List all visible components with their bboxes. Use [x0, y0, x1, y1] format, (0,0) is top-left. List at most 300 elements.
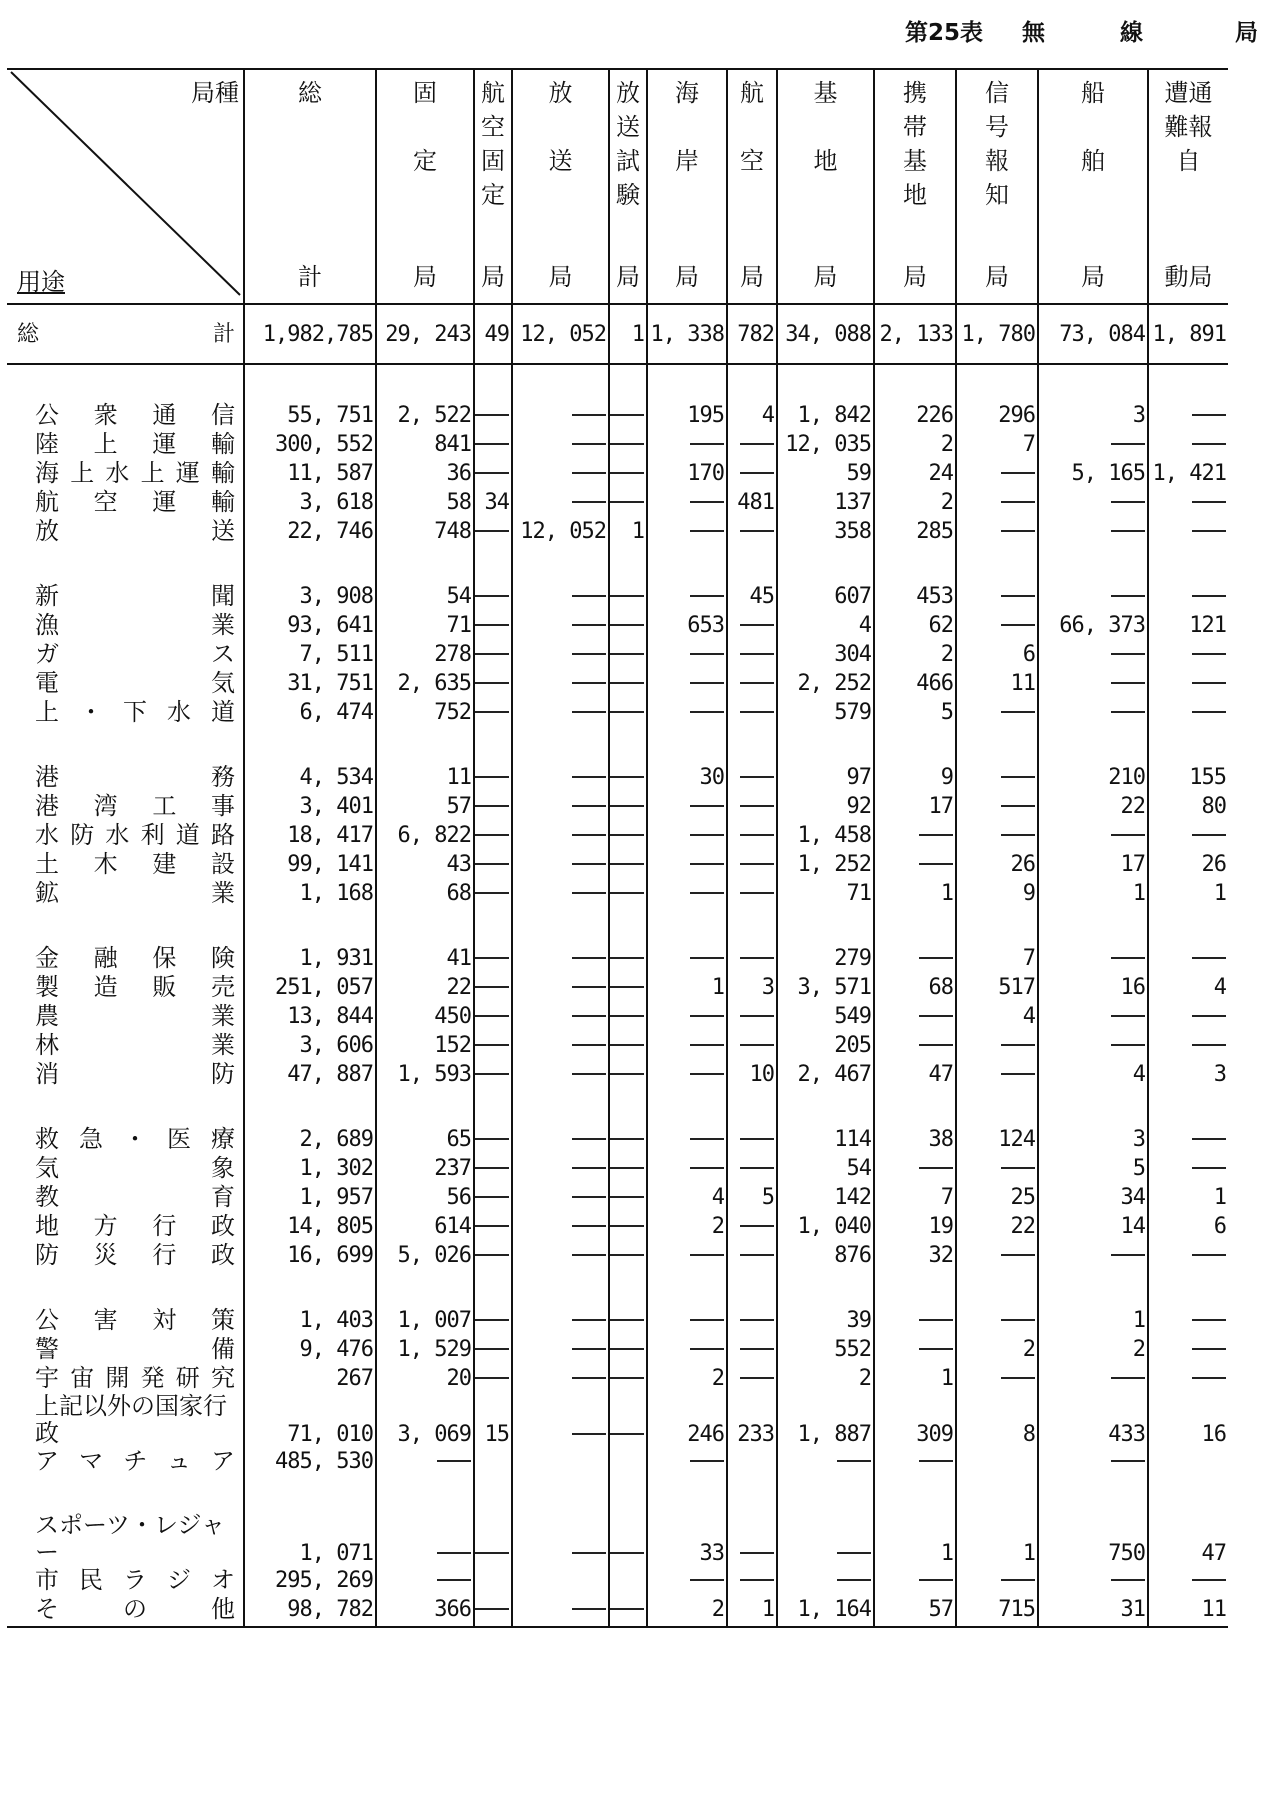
dash-mark: [740, 863, 774, 865]
dash-mark: [1192, 1348, 1226, 1350]
header-row: [7, 69, 1228, 304]
spacer-cell: [244, 1089, 376, 1125]
dash-mark: [690, 1044, 724, 1046]
table-cell: [512, 1125, 609, 1154]
table-cell: 1: [956, 1512, 1038, 1566]
table-cell: [727, 459, 777, 488]
group-spacer: [7, 1476, 1228, 1512]
table-row: [7, 1447, 1228, 1476]
table-cell: [1148, 669, 1228, 698]
dash-mark: [475, 443, 509, 445]
table-cell: 3, 069: [376, 1393, 474, 1447]
table-cell: [474, 698, 512, 727]
table-cell: [609, 640, 647, 669]
table-cell: [956, 821, 1038, 850]
table-cell: 1, 458: [777, 821, 874, 850]
spacer-cell: [956, 1089, 1038, 1125]
table-cell: 66, 373: [1038, 611, 1148, 640]
table-cell: [512, 1595, 609, 1627]
dash-mark: [475, 957, 509, 959]
table-cell: [956, 1031, 1038, 1060]
spacer-cell: [727, 727, 777, 763]
dash-mark: [1001, 624, 1035, 626]
table-cell: [727, 698, 777, 727]
table-cell: [474, 1125, 512, 1154]
group-spacer: [7, 727, 1228, 763]
table-cell: 2, 522: [376, 401, 474, 430]
table-cell: [474, 517, 512, 546]
dash-mark: [740, 1552, 774, 1554]
dash-mark: [475, 863, 509, 865]
table-cell: [956, 1566, 1038, 1595]
spacer-cell: [727, 364, 777, 401]
dash-mark: [1192, 1579, 1226, 1581]
dash-mark: [610, 863, 644, 865]
spacer-cell: [609, 727, 647, 763]
row-label: 気象: [35, 1154, 235, 1182]
table-cell: [474, 640, 512, 669]
dash-mark: [690, 957, 724, 959]
column-header-char: 局: [740, 263, 764, 291]
group-spacer: [7, 1270, 1228, 1306]
table-cell: [1148, 488, 1228, 517]
dash-mark: [1192, 1015, 1226, 1017]
table-cell: 4: [727, 401, 777, 430]
table-cell: [474, 1512, 512, 1566]
column-header-char: 地: [813, 147, 838, 175]
column-header-char: 局: [1081, 263, 1105, 291]
table-cell: 607: [777, 582, 874, 611]
table-cell: 1, 931: [244, 944, 376, 973]
dash-mark: [1192, 1319, 1226, 1321]
table-cell: [727, 1002, 777, 1031]
table-cell: [474, 1183, 512, 1212]
table-cell: 1: [647, 973, 727, 1002]
table-cell: [474, 792, 512, 821]
spacer-cell: [474, 1270, 512, 1306]
dash-mark: [475, 653, 509, 655]
table-row: [7, 1364, 1228, 1393]
table-cell: 3, 401: [244, 792, 376, 821]
spacer-cell: [376, 1089, 474, 1125]
dash-mark: [690, 1073, 724, 1075]
column-header-char: 知: [985, 181, 1009, 209]
dash-mark: [740, 892, 774, 894]
dash-mark: [610, 1433, 644, 1435]
column-header-char: 局: [481, 263, 505, 291]
table-cell: [1038, 640, 1148, 669]
table-row: [7, 1241, 1228, 1270]
column-header-char: 放: [616, 79, 640, 107]
column-header-char: 放: [548, 79, 573, 107]
table-cell: [609, 1512, 647, 1566]
dash-mark: [610, 1608, 644, 1610]
spacer-cell: [512, 1089, 609, 1125]
table-cell: 3: [1148, 1060, 1228, 1089]
table-cell: 24: [874, 459, 956, 488]
column-header-char: 局: [616, 263, 640, 291]
table-cell: [1148, 1154, 1228, 1183]
table-cell: [474, 1060, 512, 1089]
table-cell: [474, 879, 512, 908]
table-cell: 142: [777, 1183, 874, 1212]
column-header-char: 報: [985, 147, 1009, 175]
row-label: 公衆通信: [35, 401, 235, 429]
dash-mark: [572, 443, 606, 445]
dash-mark: [1111, 682, 1145, 684]
table-cell: 1: [727, 1595, 777, 1627]
table-cell: [956, 459, 1038, 488]
dash-mark: [1111, 595, 1145, 597]
table-cell: [474, 821, 512, 850]
table-cell: 18, 417: [244, 821, 376, 850]
spacer-cell: [244, 1476, 376, 1512]
table-cell: [1148, 1566, 1228, 1595]
dash-mark: [610, 1196, 644, 1198]
spacer-cell: [244, 727, 376, 763]
table-cell: [474, 1031, 512, 1060]
table-cell: [956, 763, 1038, 792]
table-cell: [874, 1031, 956, 1060]
table-cell: [512, 611, 609, 640]
table-cell: 4: [1038, 1060, 1148, 1089]
table-cell: [609, 1241, 647, 1270]
table-cell: 6, 474: [244, 698, 376, 727]
spacer-cell: [609, 1270, 647, 1306]
spacer-cell: [7, 364, 244, 401]
table-cell: [647, 850, 727, 879]
dash-mark: [572, 472, 606, 474]
column-header-char: 帯: [903, 113, 927, 141]
column-header-char: 携: [903, 79, 927, 107]
table-cell: [874, 1154, 956, 1183]
row-label: 鉱業: [35, 879, 235, 907]
dash-mark: [1111, 957, 1145, 959]
dash-mark: [690, 1254, 724, 1256]
table-cell: 54: [376, 582, 474, 611]
table-cell: [474, 459, 512, 488]
spacer-cell: [956, 727, 1038, 763]
table-cell: [727, 944, 777, 973]
spacer-cell: [474, 546, 512, 582]
table-cell: [512, 640, 609, 669]
table-cell: 1: [874, 1512, 956, 1566]
spacer-cell: [609, 1476, 647, 1512]
spacer-cell: [727, 908, 777, 944]
dash-mark: [475, 1348, 509, 1350]
table-cell: 62: [874, 611, 956, 640]
spacer-cell: [512, 364, 609, 401]
dash-mark: [1001, 501, 1035, 503]
spacer-cell: [777, 1476, 874, 1512]
column-header-char: 基: [813, 79, 838, 107]
table-cell: [727, 611, 777, 640]
table-cell: [956, 1060, 1038, 1089]
table-cell: 1: [609, 304, 647, 364]
column-header-char: 定: [481, 181, 505, 209]
table-cell: [1038, 669, 1148, 698]
row-label: スポーツ・レジャー: [35, 1511, 225, 1566]
table-cell: 32: [874, 1241, 956, 1270]
table-row: [7, 763, 1228, 792]
table-row: [7, 792, 1228, 821]
spacer-cell: [1038, 364, 1148, 401]
table-cell: [727, 763, 777, 792]
dash-mark: [610, 595, 644, 597]
table-cell: [512, 1335, 609, 1364]
table-cell: [1038, 1447, 1148, 1476]
table-cell: [609, 821, 647, 850]
table-cell: [1148, 1002, 1228, 1031]
dash-mark: [919, 1348, 953, 1350]
spacer-cell: [777, 546, 874, 582]
spacer-cell: [1148, 1270, 1228, 1306]
table-cell: 296: [956, 401, 1038, 430]
dash-mark: [837, 1552, 871, 1554]
group-spacer: [7, 1089, 1228, 1125]
spacer-cell: [474, 727, 512, 763]
table-cell: 22: [1038, 792, 1148, 821]
table-row: [7, 669, 1228, 698]
dash-mark: [572, 653, 606, 655]
dash-mark: [690, 1138, 724, 1140]
dash-mark: [690, 834, 724, 836]
table-cell: [647, 1060, 727, 1089]
column-header-char: 送: [616, 113, 640, 141]
table-cell: 1: [874, 1364, 956, 1393]
table-row: [7, 459, 1228, 488]
table-cell: [474, 1241, 512, 1270]
dash-mark: [1192, 1377, 1226, 1379]
spacer-cell: [647, 908, 727, 944]
dash-mark: [475, 1608, 509, 1610]
dash-mark: [610, 1254, 644, 1256]
column-header-char: 遭通: [1164, 79, 1213, 107]
dash-mark: [690, 1319, 724, 1321]
group-spacer: [7, 546, 1228, 582]
spacer-cell: [1148, 727, 1228, 763]
table-cell: 358: [777, 517, 874, 546]
table-cell: 12, 052: [512, 517, 609, 546]
table-cell: 485, 530: [244, 1447, 376, 1476]
column-header: [777, 69, 874, 304]
table-cell: 1, 403: [244, 1306, 376, 1335]
dash-mark: [572, 711, 606, 713]
table-cell: [956, 1306, 1038, 1335]
spacer-cell: [647, 1270, 727, 1306]
row-label: 上・下水道: [35, 698, 235, 726]
table-row: [7, 1306, 1228, 1335]
table-cell: 31, 751: [244, 669, 376, 698]
column-header-char: 試: [616, 147, 640, 175]
dash-mark: [1192, 414, 1226, 416]
table-cell: 93, 641: [244, 611, 376, 640]
table-cell: 1, 842: [777, 401, 874, 430]
table-row: [7, 1393, 1228, 1447]
table-cell: 92: [777, 792, 874, 821]
table-cell: 56: [376, 1183, 474, 1212]
column-header-char: 基: [903, 147, 927, 175]
dash-mark: [1111, 1377, 1145, 1379]
spacer-cell: [609, 1089, 647, 1125]
spacer-cell: [244, 908, 376, 944]
table-cell: [647, 1002, 727, 1031]
dash-mark: [572, 1377, 606, 1379]
table-cell: [609, 1031, 647, 1060]
dash-mark: [572, 834, 606, 836]
dash-mark: [690, 530, 724, 532]
dash-mark: [1111, 711, 1145, 713]
table-cell: [474, 1154, 512, 1183]
dash-mark: [475, 834, 509, 836]
row-label: 上記以外の国家行政: [35, 1392, 227, 1447]
table-cell: [1148, 640, 1228, 669]
table-cell: [1038, 517, 1148, 546]
column-header: [609, 69, 647, 304]
spacer-cell: [7, 908, 244, 944]
table-cell: [1148, 1306, 1228, 1335]
column-header-char: 局: [813, 263, 838, 291]
dash-mark: [740, 1377, 774, 1379]
spacer-cell: [474, 908, 512, 944]
table-cell: 279: [777, 944, 874, 973]
table-cell: 4, 534: [244, 763, 376, 792]
dash-mark: [1001, 776, 1035, 778]
table-row: [7, 1183, 1228, 1212]
dash-mark: [690, 805, 724, 807]
table-cell: [512, 459, 609, 488]
table-cell: [609, 1154, 647, 1183]
dash-mark: [740, 1044, 774, 1046]
table-cell: [956, 792, 1038, 821]
table-cell: [474, 669, 512, 698]
dash-mark: [740, 1254, 774, 1256]
row-label: 放送: [35, 517, 235, 545]
dash-mark: [610, 1348, 644, 1350]
table-cell: 6: [1148, 1212, 1228, 1241]
table-cell: [474, 1335, 512, 1364]
spacer-cell: [7, 1089, 244, 1125]
table-cell: [647, 1306, 727, 1335]
table-cell: [727, 1241, 777, 1270]
table-cell: 1, 891: [1148, 304, 1228, 364]
dash-mark: [1111, 834, 1145, 836]
table-cell: [512, 1447, 609, 1476]
table-cell: [727, 879, 777, 908]
column-header: [1038, 69, 1148, 304]
dash-mark: [437, 1579, 471, 1581]
spacer-cell: [647, 727, 727, 763]
table-cell: [512, 1306, 609, 1335]
spacer-cell: [1148, 546, 1228, 582]
dash-mark: [690, 501, 724, 503]
row-label: 地方行政: [35, 1212, 235, 1240]
table-cell: 1: [1148, 879, 1228, 908]
dash-mark: [475, 1377, 509, 1379]
table-cell: [647, 792, 727, 821]
spacer-cell: [1038, 1270, 1148, 1306]
table-cell: [874, 944, 956, 973]
spacer-cell: [1038, 727, 1148, 763]
table-cell: 2, 467: [777, 1060, 874, 1089]
table-cell: [376, 1512, 474, 1566]
table-cell: [1038, 1031, 1148, 1060]
table-cell: 26: [956, 850, 1038, 879]
dash-mark: [1192, 957, 1226, 959]
table-cell: [1038, 821, 1148, 850]
table-cell: 6: [956, 640, 1038, 669]
table-cell: 36: [376, 459, 474, 488]
spacer-cell: [956, 908, 1038, 944]
dash-mark: [572, 1138, 606, 1140]
table-cell: [609, 763, 647, 792]
table-cell: 3, 618: [244, 488, 376, 517]
table-cell: 71, 010: [244, 1393, 376, 1447]
table-cell: 278: [376, 640, 474, 669]
table-cell: 14: [1038, 1212, 1148, 1241]
dash-mark: [610, 1015, 644, 1017]
table-cell: 366: [376, 1595, 474, 1627]
dash-mark: [1111, 1579, 1145, 1581]
row-label: 宇宙開発研究: [35, 1364, 235, 1392]
dash-mark: [610, 682, 644, 684]
table-cell: 34: [474, 488, 512, 517]
table-cell: 614: [376, 1212, 474, 1241]
table-cell: 3: [727, 973, 777, 1002]
spacer-cell: [376, 1476, 474, 1512]
dash-mark: [740, 624, 774, 626]
table-cell: 31: [1038, 1595, 1148, 1627]
table-cell: 170: [647, 459, 727, 488]
spacer-cell: [777, 364, 874, 401]
row-label: 新聞: [35, 582, 235, 610]
table-cell: [512, 792, 609, 821]
table-cell: [956, 611, 1038, 640]
table-cell: 295, 269: [244, 1566, 376, 1595]
table-cell: [956, 582, 1038, 611]
table-cell: 1, 593: [376, 1060, 474, 1089]
spacer-cell: [512, 1270, 609, 1306]
table-row: [7, 973, 1228, 1002]
row-label: 農業: [35, 1002, 235, 1030]
table-cell: [956, 1241, 1038, 1270]
table-number: 第25表: [905, 20, 984, 46]
dash-mark: [1192, 501, 1226, 503]
table-cell: [1038, 1566, 1148, 1595]
table-cell: [727, 792, 777, 821]
table-cell: 8: [956, 1393, 1038, 1447]
table-cell: [512, 1364, 609, 1393]
row-label: 市民ラジオ: [35, 1566, 235, 1594]
table-cell: [1148, 517, 1228, 546]
column-header-char: 動局: [1164, 263, 1213, 291]
dash-mark: [1001, 1167, 1035, 1169]
dash-mark: [610, 1552, 644, 1554]
dash-mark: [572, 501, 606, 503]
column-header-char: 地: [903, 181, 927, 209]
dash-mark: [1111, 1015, 1145, 1017]
table-cell: 19: [874, 1212, 956, 1241]
table-cell: [727, 1512, 777, 1566]
table-cell: 11, 587: [244, 459, 376, 488]
table-cell: [1038, 430, 1148, 459]
table-row: [7, 1060, 1228, 1089]
spacer-cell: [956, 1270, 1038, 1306]
table-cell: 2: [874, 430, 956, 459]
spacer-cell: [1038, 1089, 1148, 1125]
dash-mark: [1192, 595, 1226, 597]
table-cell: [874, 1335, 956, 1364]
